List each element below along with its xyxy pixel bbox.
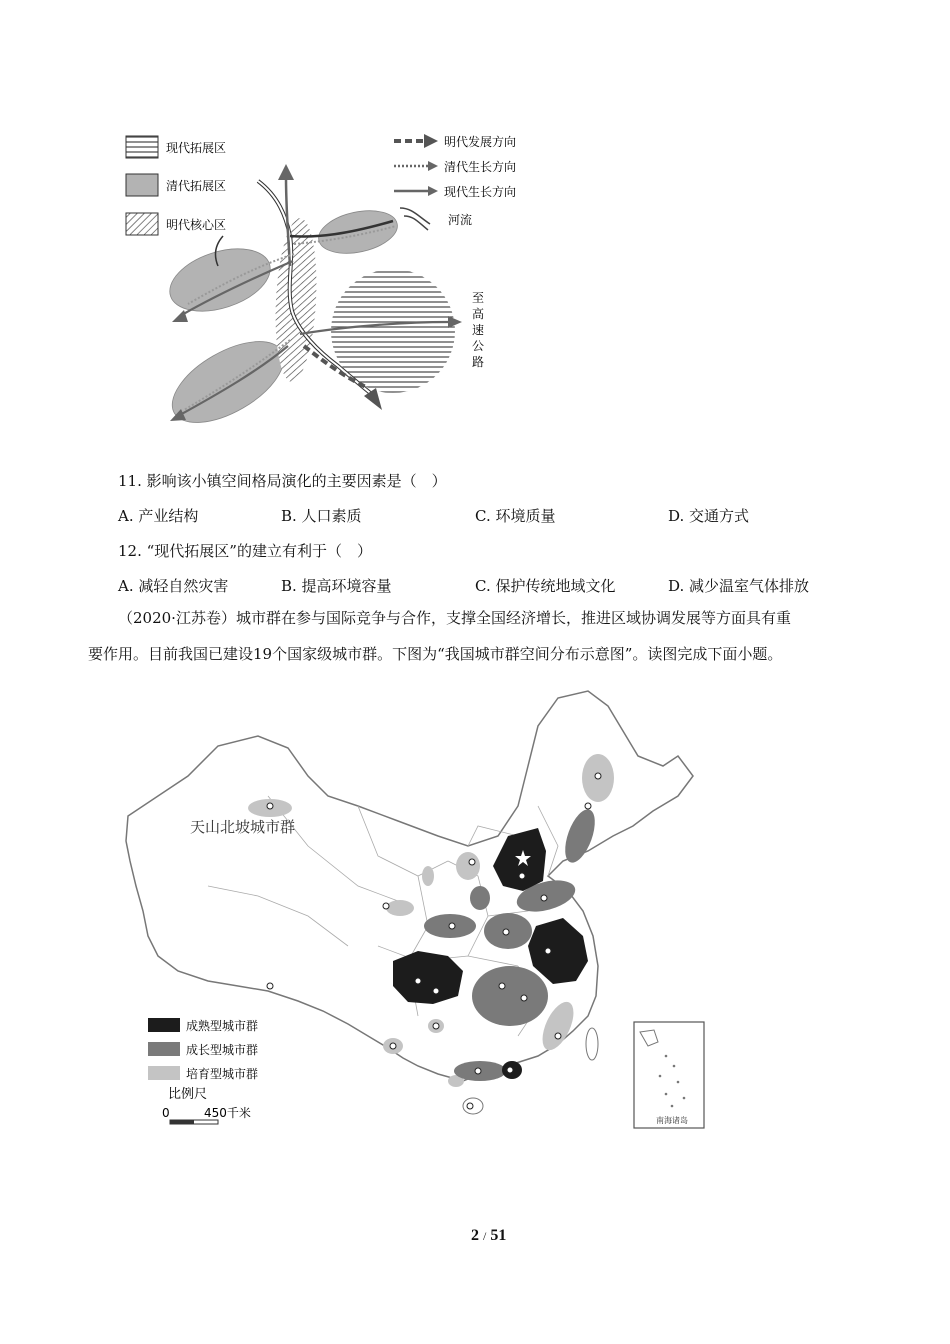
- legend-qing-expansion: [126, 174, 226, 196]
- ningxia-region: [422, 866, 434, 886]
- svg-text:速: 速: [472, 323, 485, 337]
- svg-text:路: 路: [472, 355, 485, 369]
- road-label: [472, 291, 484, 369]
- page-current: 2: [471, 1227, 479, 1244]
- svg-text:高: 高: [472, 307, 485, 321]
- svg-text:比例尺: 比例尺: [168, 1087, 208, 1102]
- svg-text:现代生长方向: 现代生长方向: [444, 185, 517, 199]
- svg-text:0: 0: [162, 1106, 170, 1120]
- qing-zone-east: [315, 204, 402, 260]
- svg-text:至: 至: [472, 291, 485, 305]
- svg-text:河流: 河流: [448, 213, 473, 227]
- page-separator: /: [483, 1229, 487, 1243]
- page-number: [471, 1227, 506, 1245]
- legend-ming-direction: [394, 134, 516, 149]
- q11-option-b[interactable]: B. 人口素质: [281, 507, 362, 525]
- town-evolution-diagram: [118, 126, 538, 426]
- q12-option-a[interactable]: A. 减轻自然灾害: [118, 577, 229, 595]
- legend-swatch-mature: [148, 1018, 180, 1032]
- china-urban-agglomeration-map: [118, 686, 708, 1138]
- qing-zone-west: [162, 237, 278, 322]
- legend-swatch-nurturing: [148, 1066, 180, 1080]
- legend-qing-direction: [394, 159, 516, 174]
- svg-text:成熟型城市群: 成熟型城市群: [186, 1019, 259, 1033]
- q12-option-c[interactable]: C. 保护传统地域文化: [475, 577, 616, 595]
- svg-text:成长型城市群: 成长型城市群: [186, 1043, 259, 1057]
- intro-paragraph-line2: 要作用。目前我国已建设19个国家级城市群。下图为“我国城市群空间分布示意图”。读图完成下面小题。: [88, 645, 783, 663]
- svg-text:明代发展方向: 明代发展方向: [444, 135, 517, 149]
- hubao-region: [456, 852, 480, 880]
- shanxi-central-region: [470, 886, 490, 910]
- intro-paragraph-line1: （2020·江苏卷）城市群在参与国际竞争与合作，支撑全国经济增长，推进区域协调发展等方面具有重: [118, 609, 791, 627]
- svg-text:南海诸岛: 南海诸岛: [656, 1116, 688, 1125]
- map-scale: [162, 1087, 251, 1124]
- lanxi-region: [386, 900, 414, 916]
- legend-modern-direction: [394, 184, 516, 199]
- q11-option-d[interactable]: D. 交通方式: [668, 507, 750, 525]
- svg-text:450千米: 450千米: [204, 1106, 251, 1120]
- yangtze-middle-region: [472, 966, 548, 1026]
- svg-text:清代拓展区: 清代拓展区: [166, 179, 227, 193]
- svg-text:现代拓展区: 现代拓展区: [166, 141, 227, 155]
- q11-option-a[interactable]: A. 产业结构: [118, 507, 199, 525]
- svg-text:公: 公: [472, 339, 485, 353]
- question-11-stem: 11. 影响该小镇空间格局演化的主要因素是（ ）: [118, 472, 447, 490]
- q12-option-d[interactable]: D. 减少温室气体排放: [668, 577, 810, 595]
- svg-text:清代生长方向: 清代生长方向: [444, 160, 517, 174]
- legend-ming-core: [126, 213, 226, 235]
- tianshan-label: 天山北坡城市群: [190, 818, 296, 836]
- q12-option-b[interactable]: B. 提高环境容量: [281, 577, 392, 595]
- legend-swatch-growing: [148, 1042, 180, 1056]
- map-legend: [148, 1018, 258, 1081]
- q11-option-c[interactable]: C. 环境质量: [475, 507, 556, 525]
- taiwan-island: [586, 1028, 598, 1060]
- svg-text:培育型城市群: 培育型城市群: [186, 1067, 259, 1081]
- ming-core-zone: [272, 217, 321, 383]
- question-12-stem: 12. “现代拓展区”的建立有利于（ ）: [118, 542, 372, 560]
- svg-text:明代核心区: 明代核心区: [166, 218, 227, 232]
- south-china-sea-inset: [634, 1022, 704, 1128]
- legend-modern-expansion: [126, 136, 226, 158]
- legend-river: [400, 208, 472, 230]
- page-total: 51: [490, 1227, 507, 1244]
